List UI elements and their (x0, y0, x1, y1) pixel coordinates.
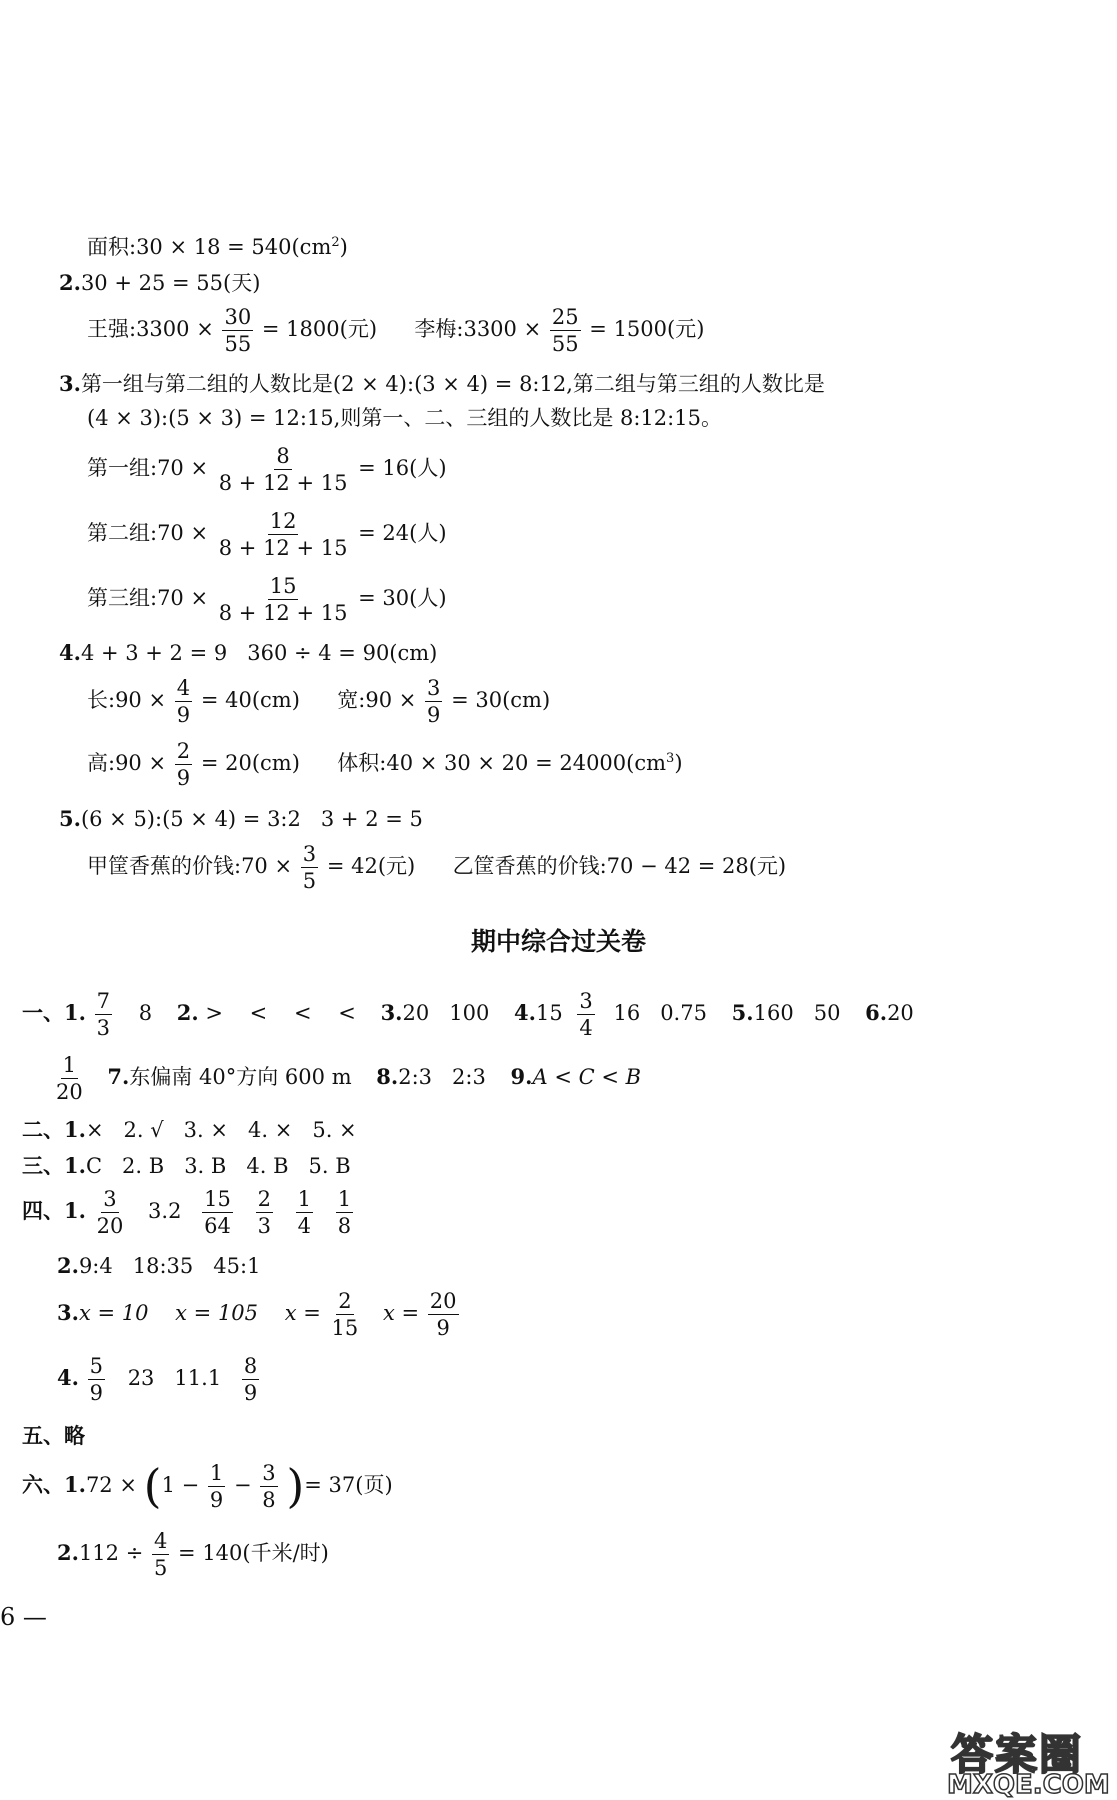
q4-dims-line: 长:90 × $\frac{4}{9}$ = 40(cm) 宽:90 × $\frac{3}{9}$ = 30(cm) (87, 676, 551, 728)
group3-line: 第三组:70 × $\frac{15}{8 + 12 + 15}$ = 30(人) (87, 574, 447, 626)
fraction: $\frac{4}{5}$ (153, 1529, 168, 1581)
q3-line2: (4 × 3):(5 × 3) = 12:15,则第一、二、三组的人数比是 8:12:15。 (87, 406, 722, 430)
fraction: $\frac{3}{8}$ (262, 1461, 276, 1513)
part5-line: 五、略 (22, 1423, 85, 1448)
fraction: $\frac{2}{15}$ (331, 1289, 359, 1341)
part1-line1: 一、1. $\frac{7}{3}$ 8 2. > < < < 3.20 100 4.15 $\frac{3}{4}$ 16 0.75 5.160 50 6.20 (22, 989, 914, 1041)
fraction: $\frac{7}{3}$ (96, 989, 110, 1041)
fraction: $\frac{15}{64}$ (204, 1187, 231, 1239)
fraction: $\frac{8}{8 + 12 + 15}$ (218, 444, 348, 496)
area-line: 面积:30 × $18 = 540(cm^2)$ (87, 235, 348, 259)
fraction: $\frac{3}{4}$ (579, 989, 593, 1041)
watermark-bottom-text: MXQE.COM (947, 1770, 1110, 1800)
fraction: $\frac{30}{55}$ (224, 305, 252, 357)
part3-line: 三、1.C 2. B 3. B 4. B 5. B (22, 1153, 351, 1178)
page-number: 6 — (0, 1603, 47, 1631)
part1-line2: $\frac{1}{20}$ 7.东偏南 40°方向 600 m 8.2:3 2:3 9.A < C < B (56, 1053, 642, 1105)
q3-line1: 3.第一组与第二组的人数比是(2 × 4):(3 × 4) = 8:12,第二组与第三组的人数比是 (59, 371, 825, 396)
q4-volume-line: 高:90 × $\frac{2}{9}$ = 20(cm) 体积:40 × $30 \times 20 = 24000(cm^3)$ (87, 739, 683, 791)
watermark-top-text: 答案圈 (951, 1730, 1084, 1779)
fraction: $\frac{20}{9}$ (429, 1289, 457, 1341)
fraction: $\frac{1}{8}$ (337, 1187, 352, 1239)
fraction: $\frac{2}{3}$ (257, 1187, 271, 1239)
fraction: $\frac{3}{9}$ (427, 676, 441, 728)
q2-line: 2.30 + 25 = 55(天) (59, 270, 261, 295)
fraction: $\frac{25}{55}$ (551, 305, 579, 357)
fraction: $\frac{3}{20}$ (96, 1187, 124, 1239)
fraction: $\frac{1}{9}$ (209, 1461, 224, 1513)
part6-line1: 六、1.72 × (1 − $\frac{1}{9}$ − $\frac{3}{8}$ )= 37(页) (22, 1459, 393, 1514)
fraction: $\frac{5}{9}$ (89, 1354, 103, 1406)
watermark-logo (945, 1718, 1115, 1800)
fraction: $\frac{12}{8 + 12 + 15}$ (218, 509, 348, 561)
part2-line: 二、1.× 2. √ 3. × 4. × 5. × (22, 1117, 357, 1142)
part4-line4: 4. $\frac{5}{9}$ 23 11.1 $\frac{8}{9}$ (57, 1354, 258, 1406)
fraction: $\frac{4}{9}$ (176, 676, 191, 728)
fraction: $\frac{8}{9}$ (243, 1354, 258, 1406)
q5-line: 5.(6 × 5):(5 × 4) = 3:2 3 + 2 = 5 (59, 806, 423, 831)
part4-line3: 3.x = 10 x = 105 x = $\frac{2}{15}$ x = $\frac{20}{9}$ (57, 1289, 457, 1341)
part4-line2: 2.9:4 18:35 45:1 (57, 1253, 261, 1278)
fraction: $\frac{1}{4}$ (297, 1187, 311, 1239)
q4-line: 4.4 + 3 + 2 = 9 360 ÷ 4 = 90(cm) (59, 640, 438, 665)
q5-price-line: 甲筐香蕉的价钱:70 × $\frac{3}{5}$ = 42(元) 乙筐香蕉的价钱:70 − 42 = 28(元) (87, 842, 787, 894)
q2-split-line: 王强:3300 × $\frac{30}{55}$ = 1800(元) 李梅:3300 × $\frac{25}{55}$ = 1500(元) (87, 305, 705, 357)
fraction: $\frac{2}{9}$ (176, 739, 191, 791)
fraction: $\frac{1}{20}$ (56, 1053, 83, 1105)
group2-line: 第二组:70 × $\frac{12}{8 + 12 + 15}$ = 24(人) (87, 509, 447, 561)
fraction: $\frac{15}{8 + 12 + 15}$ (218, 574, 348, 626)
fraction: $\frac{3}{5}$ (302, 842, 317, 894)
part6-line2: 2.112 ÷ $\frac{4}{5}$ = 140(千米/时) (57, 1529, 329, 1581)
group1-line: 第一组:70 × $\frac{8}{8 + 12 + 15}$ = 16(人) (87, 444, 447, 496)
part4-line1: 四、1. $\frac{3}{20}$ 3.2 $\frac{15}{64}$ $\frac{2}{3}$ $\frac{1}{4}$ $\frac{1}{8}$ (22, 1187, 352, 1239)
section-title: 期中综合过关卷 (470, 927, 646, 956)
